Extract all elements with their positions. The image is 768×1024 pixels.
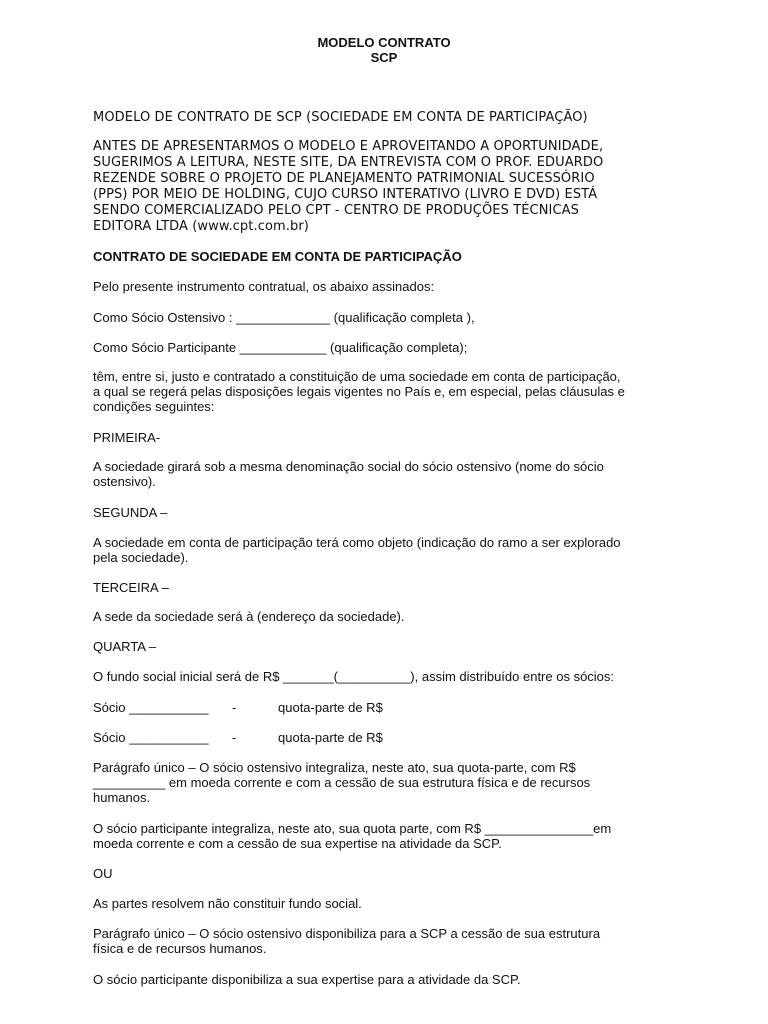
participante-expertise: O sócio participante disponibiliza a sua expertise para a atividade da SCP. xyxy=(93,972,521,987)
document-subtitle: SCP xyxy=(370,50,398,65)
clause-primeira-text: A sociedade girará sob a mesma denominação social do sócio ostensivo (nome do sócio ostensivo). xyxy=(93,459,604,489)
document-title: MODELO CONTRATO xyxy=(317,35,451,50)
sem-fundo-social: As partes resolvem não constituir fundo social. xyxy=(93,896,362,911)
clause-quarta-heading: QUARTA – xyxy=(93,639,157,654)
socio-row: Sócio ___________ - quota-parte de R$ xyxy=(93,700,383,715)
paragrafo-unico-disponibiliza: Parágrafo único – O sócio ostensivo disponibiliza para a SCP a cessão de sua estrutura física e de recursos humanos. xyxy=(93,926,601,956)
contract-title: CONTRATO DE SOCIEDADE EM CONTA DE PARTICIPAÇÃO xyxy=(93,249,462,264)
clause-quarta-text: O fundo social inicial será de R$ _______(__________), assim distribuído entre os sócios: xyxy=(93,669,615,684)
socio-participante-line: Como Sócio Participante ____________ (qualificação completa); xyxy=(93,340,468,355)
intro-notice: ANTES DE APRESENTARMOS O MODELO E APROVEITANDO A OPORTUNIDADE, SUGERIMOS A LEITURA, NESTE SITE, DA ENTREVISTA COM O PROF. EDUARDO REZENDE SOBRE O PROJETO DE PLANEJAMENTO PATRIMONIAL SUCESSÓRIO (PPS) POR MEIO DE HOLDING, CUJO CURSO INTERATIVO (LIVRO E DVD) ESTÁ SENDO COMERCIALIZADO PELO CPT - CENTRO DE PRODUÇÕES TÉCNICAS EDITORA LTDA (www.cpt.com.br) xyxy=(93,139,604,234)
clause-segunda-text: A sociedade em conta de participação terá como objeto (indicação do ramo a ser explorado pela sociedade). xyxy=(93,535,621,565)
clause-segunda-heading: SEGUNDA – xyxy=(93,505,168,520)
socio-row: Sócio ___________ - quota-parte de R$ xyxy=(93,730,383,745)
paragraph-intro: Pelo presente instrumento contratual, os abaixo assinados: xyxy=(93,279,435,294)
paragraph-constitution: têm, entre si, justo e contratado a constituição de uma sociedade em conta de participação, a qual se regerá pelas disposições legais vigentes no País e, em especial, pelas cláusulas e condições seguintes: xyxy=(93,369,625,414)
participante-integralizacao: O sócio participante integraliza, neste ato, sua quota parte, com R$ _______________em moeda corrente e com a cessão de sua expertise na atividade da SCP. xyxy=(93,821,612,851)
intro-heading: MODELO DE CONTRATO DE SCP (SOCIEDADE EM CONTA DE PARTICIPAÇÃO) xyxy=(93,110,588,125)
clause-terceira-text: A sede da sociedade será à (endereço da sociedade). xyxy=(93,609,405,624)
socio-ostensivo-line: Como Sócio Ostensivo : _____________ (qualificação completa ), xyxy=(93,310,475,325)
ou-label: OU xyxy=(93,866,113,881)
paragrafo-unico-ostensivo: Parágrafo único – O sócio ostensivo integraliza, neste ato, sua quota-parte, com R$ __________ em moeda corrente e com a cessão de sua estrutura física e de recursos humanos. xyxy=(93,760,591,805)
clause-primeira-heading: PRIMEIRA- xyxy=(93,430,161,445)
clause-terceira-heading: TERCEIRA – xyxy=(93,580,169,595)
